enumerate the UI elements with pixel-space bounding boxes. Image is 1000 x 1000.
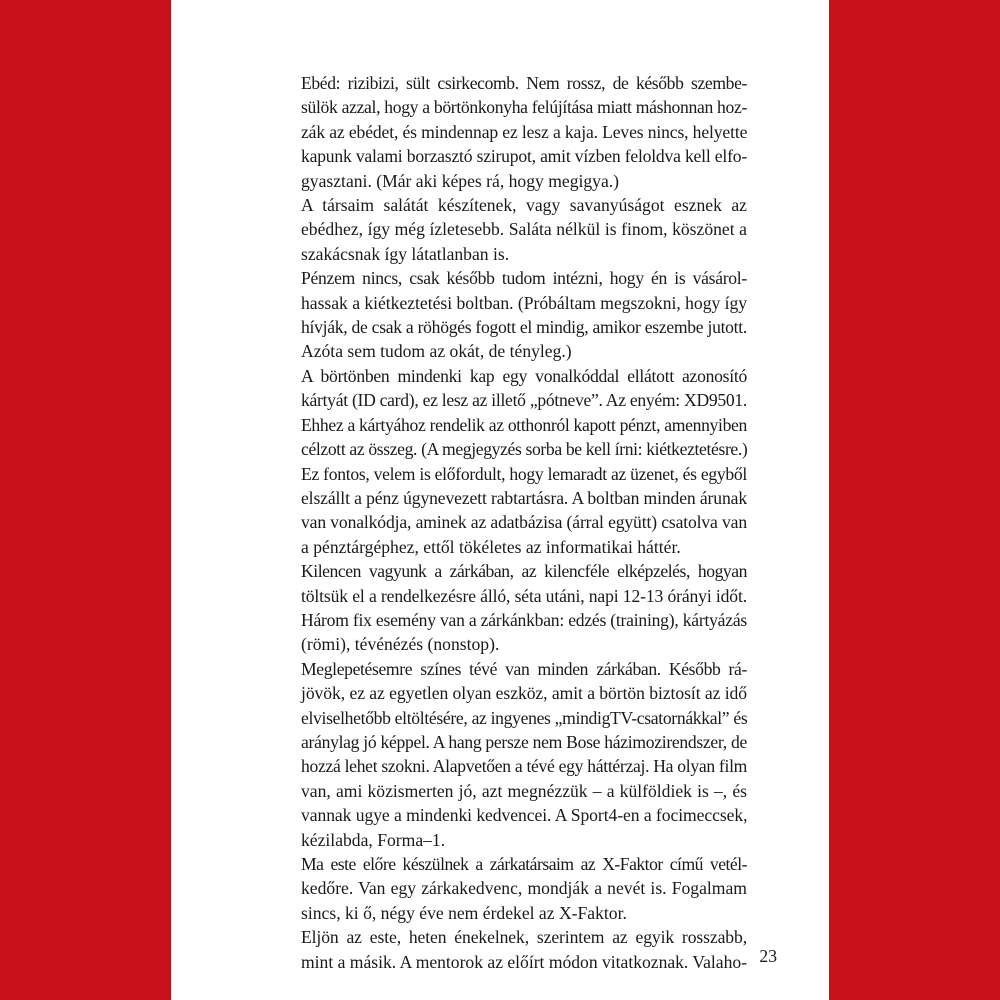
text-line: töltsük el a rendelkezésre álló, séta utáni, napi 12-13 órányi időt.	[301, 585, 747, 606]
paragraph	[273, 925, 747, 974]
text-line: elszállt a pénz úgynevezett rabtartásra. A boltban minden árunak	[301, 487, 747, 508]
text-line: gyasztani. (Már aki képes rá, hogy megigya.)	[301, 170, 620, 191]
text-line: aránylag jó képpel. A hang persze nem Bose házimozirendszer, de	[301, 731, 747, 752]
text-line: Azóta sem tudom az okát, de tényleg.)	[301, 341, 572, 362]
text-line: jövök, ez az egyetlen olyan eszköz, amit a börtön biztosít az idő	[301, 683, 747, 704]
text-line: A börtönben mindenki kap egy vonalkóddal ellátott azonosító	[301, 365, 747, 386]
text-line: Kilencen vagyunk a zárkában, az kilencféle elképzelés, hogyan	[301, 561, 747, 582]
text-line: kézilabda, Forma–1.	[301, 829, 446, 850]
paragraph	[273, 559, 747, 657]
text-line: Ma este előre készülnek a zárkatársaim az X-Faktor című vetél-	[301, 854, 747, 874]
text-line: van, ami közismerten jó, azt megnézzük – a külföldiek is –, és	[301, 780, 747, 801]
text-line: sülök azzal, hogy a börtönkonyha felújítása miatt máshonnan hoz-	[301, 97, 747, 118]
text-line: vannak ugye a mindenki kedvencei. A Sport4-en a focimeccsek,	[301, 805, 748, 826]
paragraph	[273, 71, 747, 193]
text-line: Ehhez a kártyához rendelik az otthonról kapott pénzt, amennyiben	[301, 414, 747, 435]
paragraph	[273, 266, 747, 364]
text-line: Három fix esemény van a zárkánkban: edzés (training), kártyázás	[301, 609, 747, 630]
text-line: sincs, ki ő, négy éve nem érdekel az X-Faktor.	[301, 902, 627, 923]
text-line: elviselhetőbb eltöltésére, az ingyenes „mindigTV-csatornákkal” és	[301, 707, 748, 728]
text-line: Pénzem nincs, csak később tudom intézni, hogy én is vásárol-	[301, 268, 747, 289]
text-line: Meglepetésemre színes tévé van minden zárkában. Később rá-	[301, 658, 747, 679]
text-line: van vonalkódja, aminek az adatbázisa (árral együtt) csatolva van	[301, 512, 747, 533]
text-line: zák az ebédet, és mindennap ez lesz a kaja. Leves nincs, helyette	[301, 121, 748, 142]
text-line: célzott az összeg. (A megjegyzés sorba be kell írni: kiétkeztetésre.)	[301, 439, 748, 460]
paragraph	[273, 657, 747, 852]
text-line: hozzá lehet szokni. Alapvetően a tévé egy háttérzaj. Ha olyan film	[301, 756, 748, 777]
text-line: Eljön az este, heten énekelnek, szerintem az egyik rosszabb,	[301, 927, 747, 948]
paragraph	[273, 193, 747, 266]
paragraph	[273, 364, 747, 559]
text-line: (römi), tévénézés (nonstop).	[301, 634, 500, 655]
text-line: hassak a kiétkeztetési boltban. (Próbáltam megszokni, hogy így	[301, 292, 748, 313]
body-text	[273, 71, 747, 974]
text-line: a pénztárgéphez, ettől tökéletes az informatikai háttér.	[301, 536, 681, 557]
text-line: kapunk valami borzasztó szirupot, amit vízben feloldva kell elfo-	[301, 146, 747, 167]
text-line: hívják, de csak a röhögés fogott el mindig, amikor eszembe jutott.	[301, 317, 747, 338]
text-line: kedőre. Van egy zárkakedvenc, mondják a nevét is. Fogalmam	[301, 878, 747, 899]
text-line: Ebéd: rizibizi, sült csirkecomb. Nem rossz, de később szembe-	[301, 73, 747, 93]
text-line: mint a másik. A mentorok az előírt módon vitatkoznak. Valaho-	[301, 951, 747, 972]
text-line: A társaim salátát készítenek, vagy savanyúságot esznek az	[301, 195, 747, 216]
paragraph	[273, 852, 747, 925]
book-page	[171, 0, 829, 1000]
text-line: kártyát (ID card), ez lesz az illető „pótneve”. Az enyém: XD9501.	[301, 390, 747, 411]
text-line: ebédhez, így még ízletesebb. Saláta nélkül is finom, köszönet a	[301, 219, 747, 240]
page-number: 23	[759, 946, 777, 966]
text-line: Ez fontos, velem is előfordult, hogy lemaradt az üzenet, és egyből	[301, 463, 747, 484]
text-line: szakácsnak így látatlanban is.	[301, 243, 510, 264]
